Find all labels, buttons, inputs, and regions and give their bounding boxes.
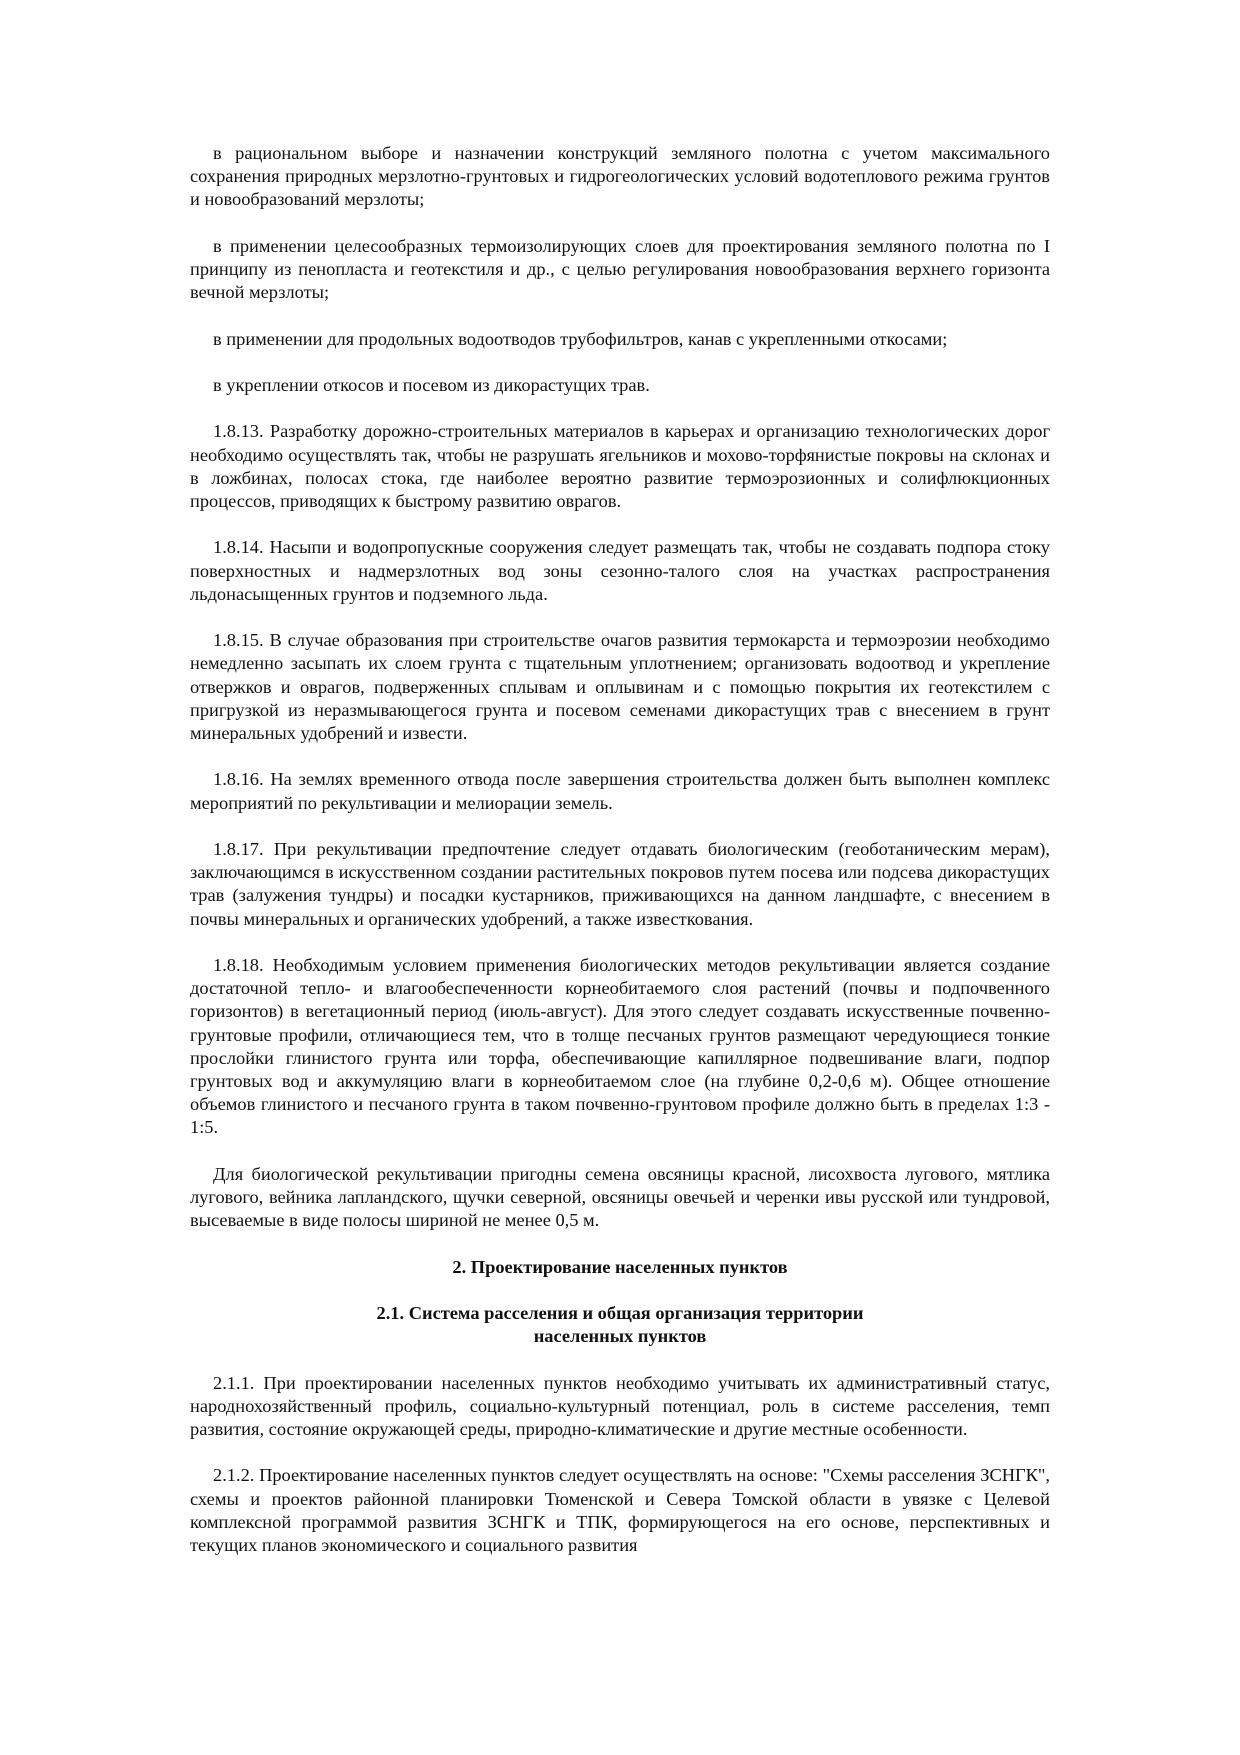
paragraph-1-8-18: 1.8.18. Необходимым условием применения биологических методов рекультивации является создание достаточной тепло- и влагообеспеченности корнеобитаемого слоя растений (почвы и подпочвенного горизонтов) в вегетационный период (июль-август). Для этого следует создавать искусственные почвенно-грунтовые профили, отличающиеся тем, что в толще песчаных грунтов размещают чередующиеся тонкие прослойки глинистого грунта или торфа, обеспечивающие капиллярное подвешивание влаги, подпор грунтовых вод и аккумуляцию влаги в корнеобитаемом слое (на глубине 0,2-0,6 м). Общее отношение объемов глинистого и песчаного грунта в таком почвенно-грунтовом профиле должно быть в пределах 1:3 - 1:5. (190, 954, 1050, 1138)
subsection-heading (190, 1302, 1050, 1348)
paragraph: в укреплении откосов и посевом из дикорастущих трав. (213, 374, 650, 395)
subsection-heading-line-2: населенных пунктов (533, 1326, 707, 1347)
paragraph-2-1-2: 2.1.2. Проектирование населенных пунктов следует осуществлять на основе: "Схемы расселения ЗСНГК", схемы и проектов районной планировки Тюменской и Севера Томской области в увязке с Целевой комплексной программой развития ЗСНГК и ТПК, формирующегося на его основе, перспективных и текущих планов экономического и социального развития (190, 1465, 1050, 1555)
paragraph-1-8-16: 1.8.16. На землях временного отвода после завершения строительства должен быть выполнен комплекс мероприятий по рекультивации и мелиорации земель. (190, 769, 1050, 813)
paragraph-1-8-13: 1.8.13. Разработку дорожно-строительных материалов в карьерах и организацию технологических дорог необходимо осуществлять так, чтобы не разрушать ягельников и мохово-торфянистые покровы на склонах и в ложбинах, полосах стока, где наиболее вероятно развитие термоэрозионных и солифлюкционных процессов, приводящих к быстрому развитию оврагов. (190, 421, 1050, 511)
section-heading (190, 1256, 1050, 1279)
document-page (190, 142, 1050, 1557)
paragraph: в применении для продольных водоотводов трубофильтров, канав с укрепленными откосами; (213, 328, 948, 349)
paragraph: Для биологической рекультивации пригодны семена овсяницы красной, лисохвоста лугового, мятлика лугового, вейника лапландского, щучки северной, овсяницы овечьей и черенки ивы русской или тундровой, высеваемые в виде полосы шириной не менее 0,5 м. (190, 1163, 1050, 1231)
paragraph-1-8-17: 1.8.17. При рекультивации предпочтение следует отдавать биологическим (геоботаническим мерам), заключающимся в искусственном создании растительных покровов путем посева или подсева дикорастущих трав (залужения тундры) и посадки кустарников, приживающихся на данном ландшафте, с внесением в почвы минеральных и органических удобрений, а также известкования. (190, 838, 1050, 929)
paragraph-1-8-15: 1.8.15. В случае образования при строительстве очагов развития термокарста и термоэрозии необходимо немедленно засыпать их слоем грунта с тщательным уплотнением; организовать водоотвод и укрепление отвержков и оврагов, подверженных сплывам и оплывинам и с помощью покрытия их геотекстилем с пригрузкой из неразмывающегося грунта и посевом семенами дикорастущих трав с внесением в грунт минеральных удобрений и извести. (190, 630, 1050, 743)
paragraph-1-8-14: 1.8.14. Насыпи и водопропускные сооружения следует размещать так, чтобы не создавать подпора стоку поверхностных и надмерзлотных вод зоны сезонно-талого слоя на участках распространения льдонасыщенных грунтов и подземного льда. (190, 537, 1050, 604)
paragraph: в применении целесообразных термоизолирующих слоев для проектирования земляного полотна по I принципу из пенопласта и геотекстиля и др., с целью регулирования новообразования верхнего горизонта вечной мерзлоты; (190, 235, 1050, 303)
paragraph-2-1-1: 2.1.1. При проектировании населенных пунктов необходимо учитывать их административный статус, народнохозяйственный профиль, социально-культурный потенциал, роль в системе расселения, темп развития, состояние окружающей среды, природно-климатические и другие местные особенности. (190, 1372, 1050, 1439)
section-heading-text: 2. Проектирование населенных пунктов (452, 1256, 788, 1277)
paragraph: в рациональном выборе и назначении конструкций земляного полотна с учетом максимального сохранения природных мерзлотно-грунтовых и гидрогеологических условий водотеплового режима грунтов и новообразований мерзлоты; (190, 143, 1050, 210)
subsection-heading-line-1: 2.1. Система расселения и общая организация территории (376, 1302, 864, 1323)
